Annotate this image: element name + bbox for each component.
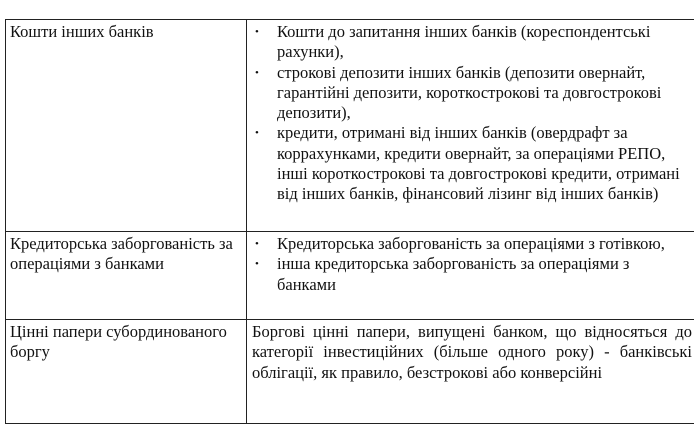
list-item-text: інша кредиторська заборгованість за операціями з банками [277, 254, 630, 294]
term-cell [6, 320, 247, 424]
term-text: Кредиторська заборгованість за операціями з банками [10, 234, 233, 274]
list-item-text: кредити, отримані від інших банків (овердрафт за корраxунками, кредити овернайт, за операціями РЕПО, інші короткострокові та довгострокові кредити, отримані від інших банків, фінансовий лізинг від інших банків) [277, 123, 680, 204]
bullet-icon: • [255, 127, 259, 140]
list-item [247, 63, 692, 124]
description-text: Боргові цінні папери, випущені банком, що відносяться до категорії інвестиційних (більше одного року) - банківські облігації, як правило, безстрокові або конверсійні [252, 322, 692, 382]
term-text: Кошти інших банків [10, 22, 154, 41]
definitions-table [5, 19, 694, 424]
list-item-text: Кредиторська заборгованість за операціями з готівкою, [277, 234, 665, 253]
description-cell [247, 20, 694, 232]
bullet-list [247, 234, 692, 295]
bullet-icon: • [255, 238, 259, 250]
list-item [247, 234, 692, 254]
table-row [6, 320, 694, 424]
term-text: Цінні папери субординованого боргу [10, 322, 227, 362]
table-row [6, 20, 694, 232]
list-item [247, 123, 692, 204]
term-cell [6, 232, 247, 320]
list-item [247, 22, 692, 63]
table-row [6, 232, 694, 320]
description-cell [247, 232, 694, 320]
list-item-text: Кошти до запитання інших банків (кореспондентські рахунки), [277, 22, 651, 62]
list-item [247, 254, 692, 295]
term-cell [6, 20, 247, 232]
description-cell [247, 320, 694, 424]
bullet-icon: • [255, 258, 259, 271]
list-item-text: строкові депозити інших банків (депозити овернайт, гарантійні депозити, короткострокові та довгострокові депозити), [277, 62, 662, 123]
bullet-icon: • [255, 26, 259, 38]
bullet-icon: • [255, 66, 259, 79]
bullet-list [247, 22, 692, 205]
